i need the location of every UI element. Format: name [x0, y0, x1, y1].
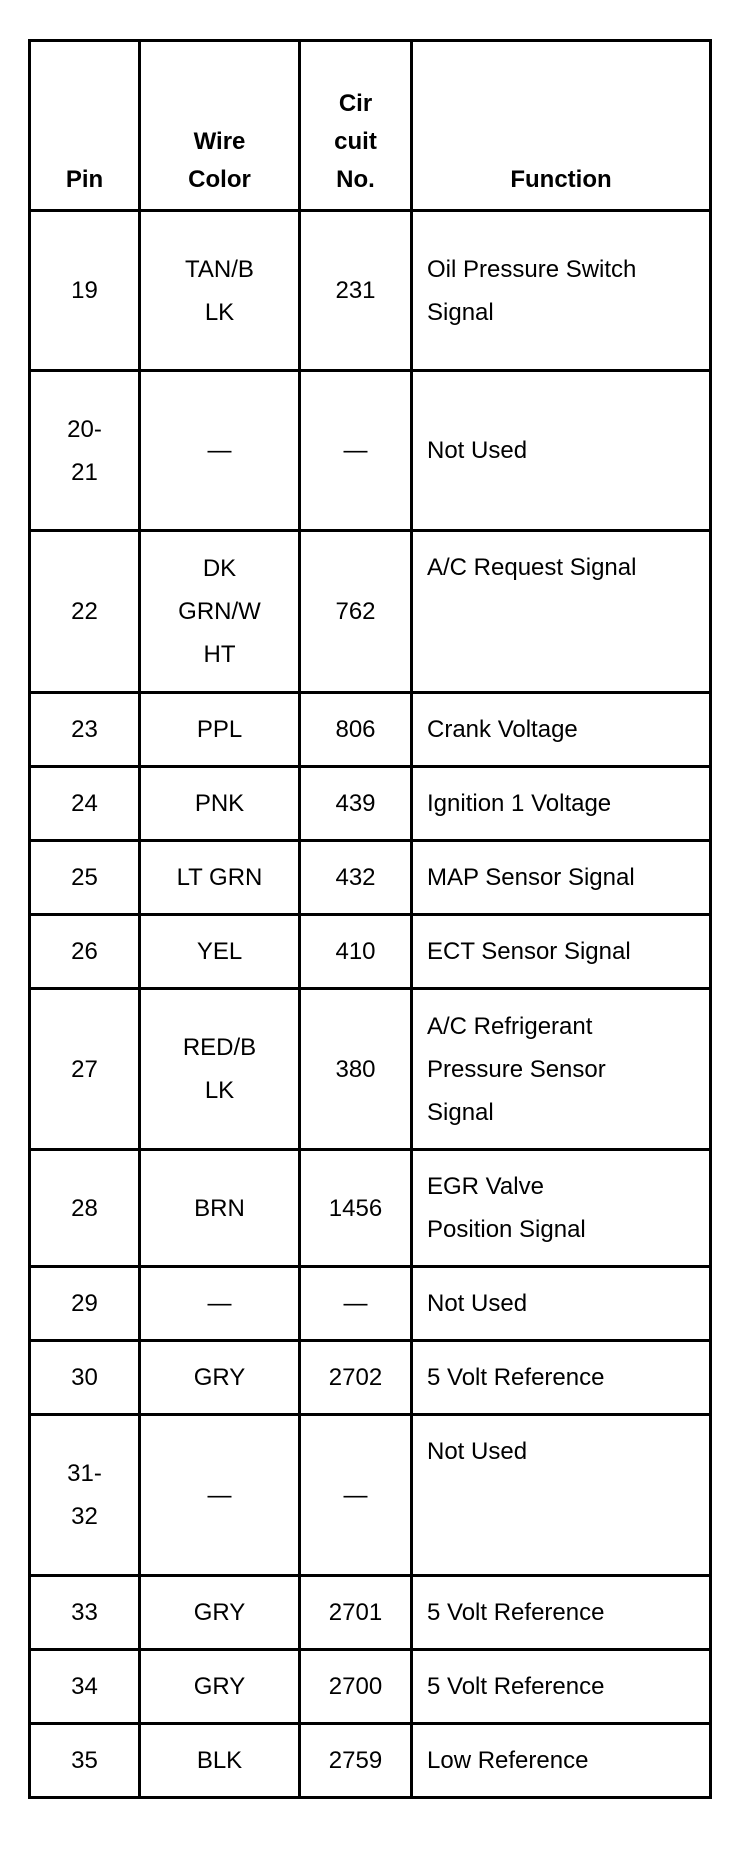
- table-row: [30, 1724, 711, 1798]
- circuit-number-cell: [300, 693, 412, 767]
- wire-color-cell: [140, 1415, 300, 1576]
- function-cell: [412, 1267, 711, 1341]
- circuit-number-cell: [300, 767, 412, 841]
- wire-color-cell-text: DK GRN/W HT: [178, 555, 261, 668]
- function-cell: [412, 1724, 711, 1798]
- function-cell-text: Ignition 1 Voltage: [427, 790, 612, 817]
- table-row: [30, 841, 711, 915]
- wire-color-cell: [140, 1341, 300, 1415]
- circuit-number-cell-text: 806: [335, 716, 376, 743]
- function-cell: [412, 371, 711, 531]
- wire-color-cell-text: LT GRN: [176, 864, 263, 891]
- circuit-number-cell-text: 231: [335, 277, 376, 304]
- pin-cell: [30, 1576, 140, 1650]
- wire-color-cell: [140, 989, 300, 1150]
- pin-cell: [30, 371, 140, 531]
- table-row: [30, 1576, 711, 1650]
- circuit-number-cell: [300, 531, 412, 693]
- pin-cell: [30, 841, 140, 915]
- table-row: [30, 211, 711, 371]
- circuit-number-cell-text: 432: [335, 864, 376, 891]
- wire-color-cell-text: BLK: [196, 1747, 243, 1774]
- function-cell-text: 5 Volt Reference: [427, 1364, 605, 1391]
- circuit-number-cell-text: 2701: [328, 1599, 383, 1626]
- function-cell: [412, 531, 711, 693]
- circuit-number-cell-text: 1456: [328, 1194, 383, 1222]
- wire-color-cell-text: —: [207, 1290, 232, 1317]
- pin-cell-text: 19: [71, 277, 98, 304]
- circuit-number-cell-text: 2700: [328, 1673, 383, 1700]
- wire-color-cell: [140, 1150, 300, 1267]
- wire-color-cell: [140, 1724, 300, 1798]
- circuit-number-cell-text: 380: [335, 1055, 376, 1083]
- wire-color-cell-text: GRY: [193, 1599, 246, 1626]
- pin-cell: [30, 693, 140, 767]
- pin-cell-text: 29: [71, 1290, 98, 1317]
- function-cell-text: Not Used: [427, 1290, 528, 1317]
- function-cell: [412, 1576, 711, 1650]
- pin-cell-text: 26: [71, 938, 98, 965]
- circuit-number-cell-text: —: [343, 1481, 368, 1509]
- circuit-number-cell: [300, 915, 412, 989]
- wire-color-cell: [140, 1650, 300, 1724]
- wire-color-cell: [140, 1576, 300, 1650]
- pin-cell: [30, 1415, 140, 1576]
- wire-color-cell-text: —: [207, 437, 232, 464]
- pin-cell: [30, 1724, 140, 1798]
- header-wire-color: Wire Color: [140, 41, 300, 211]
- wire-color-cell: [140, 531, 300, 693]
- table-row: [30, 989, 711, 1150]
- circuit-number-cell: [300, 989, 412, 1150]
- header-circuit-number: Cir cuit No.: [300, 41, 412, 211]
- function-cell: [412, 767, 711, 841]
- circuit-number-cell: [300, 1415, 412, 1576]
- function-cell-text: EGR Valve Position Signal: [427, 1173, 586, 1243]
- pin-cell: [30, 1650, 140, 1724]
- table-row: [30, 1267, 711, 1341]
- circuit-number-cell: [300, 211, 412, 371]
- wire-color-cell-text: RED/B LK: [182, 1034, 257, 1104]
- circuit-number-cell-text: —: [343, 437, 368, 464]
- pin-cell-text: 33: [71, 1599, 98, 1626]
- table-row: [30, 1650, 711, 1724]
- function-cell-text: 5 Volt Reference: [427, 1599, 605, 1626]
- header-function: Function: [412, 41, 711, 211]
- pin-cell-text: 27: [71, 1055, 98, 1083]
- pin-cell-text: 34: [71, 1673, 98, 1700]
- table-row: [30, 1415, 711, 1576]
- function-cell: [412, 1150, 711, 1267]
- function-cell-text: Not Used: [427, 1438, 528, 1465]
- table-row: [30, 693, 711, 767]
- function-cell: [412, 1650, 711, 1724]
- pin-cell-text: 22: [71, 598, 98, 625]
- pin-cell: [30, 1341, 140, 1415]
- circuit-number-cell: [300, 841, 412, 915]
- wire-color-cell: [140, 915, 300, 989]
- table-row: [30, 1341, 711, 1415]
- header-pin: Pin: [30, 41, 140, 211]
- wire-color-cell-text: GRY: [193, 1673, 246, 1700]
- circuit-number-cell-text: 2759: [328, 1747, 383, 1774]
- pin-cell: [30, 531, 140, 693]
- table-body: [30, 211, 711, 1798]
- pin-cell-text: 23: [71, 716, 98, 743]
- circuit-number-cell-text: 439: [335, 790, 376, 817]
- pin-cell: [30, 1267, 140, 1341]
- pin-cell-text: 31- 32: [67, 1460, 102, 1530]
- circuit-number-cell: [300, 1341, 412, 1415]
- function-cell-text: ECT Sensor Signal: [427, 938, 631, 965]
- function-cell: [412, 841, 711, 915]
- pin-cell: [30, 767, 140, 841]
- circuit-number-cell: [300, 1267, 412, 1341]
- wire-color-cell: [140, 693, 300, 767]
- table-row: [30, 531, 711, 693]
- circuit-number-cell: [300, 1150, 412, 1267]
- pin-cell-text: 28: [71, 1194, 98, 1222]
- function-cell: [412, 1341, 711, 1415]
- function-cell: [412, 1415, 711, 1576]
- function-cell: [412, 211, 711, 371]
- pin-cell: [30, 989, 140, 1150]
- circuit-number-cell-text: —: [343, 1290, 368, 1317]
- pin-cell-text: 24: [71, 790, 98, 817]
- pin-cell-text: 20- 21: [67, 415, 102, 486]
- wire-color-cell: [140, 371, 300, 531]
- function-cell-text: Not Used: [427, 437, 528, 464]
- function-cell-text: A/C Request Signal: [427, 554, 637, 581]
- circuit-number-cell: [300, 1576, 412, 1650]
- function-cell-text: A/C Refrigerant Pressure Sensor Signal: [427, 1012, 606, 1126]
- function-cell: [412, 693, 711, 767]
- pin-cell: [30, 211, 140, 371]
- pin-cell-text: 25: [71, 864, 98, 891]
- table-row: [30, 767, 711, 841]
- wire-color-cell-text: GRY: [193, 1364, 246, 1391]
- wire-color-cell-text: PPL: [196, 716, 243, 743]
- function-cell-text: Oil Pressure Switch Signal: [427, 255, 637, 326]
- wire-color-cell: [140, 841, 300, 915]
- circuit-number-cell: [300, 1650, 412, 1724]
- function-cell-text: MAP Sensor Signal: [427, 864, 635, 891]
- function-cell: [412, 915, 711, 989]
- function-cell-text: 5 Volt Reference: [427, 1673, 605, 1700]
- table-row: [30, 915, 711, 989]
- pin-cell-text: 30: [71, 1364, 98, 1391]
- circuit-number-cell-text: 762: [335, 598, 376, 625]
- wire-color-cell: [140, 211, 300, 371]
- wire-color-cell-text: BRN: [194, 1194, 245, 1222]
- wire-color-cell-text: PNK: [194, 790, 245, 817]
- pin-cell-text: 35: [71, 1747, 98, 1774]
- header-row: [30, 41, 711, 211]
- circuit-number-cell-text: 410: [335, 938, 376, 965]
- circuit-number-cell: [300, 1724, 412, 1798]
- wire-color-cell-text: —: [207, 1481, 232, 1509]
- wire-color-cell: [140, 767, 300, 841]
- table-row: [30, 1150, 711, 1267]
- table-row: [30, 371, 711, 531]
- circuit-number-cell-text: 2702: [328, 1364, 383, 1391]
- pin-function-table: [28, 39, 712, 1799]
- wire-color-cell: [140, 1267, 300, 1341]
- pin-cell: [30, 915, 140, 989]
- function-cell-text: Low Reference: [427, 1747, 589, 1774]
- circuit-number-cell: [300, 371, 412, 531]
- wire-color-cell-text: TAN/B LK: [185, 255, 254, 326]
- wire-color-cell-text: YEL: [196, 938, 243, 965]
- function-cell: [412, 989, 711, 1150]
- function-cell-text: Crank Voltage: [427, 716, 578, 743]
- pin-cell: [30, 1150, 140, 1267]
